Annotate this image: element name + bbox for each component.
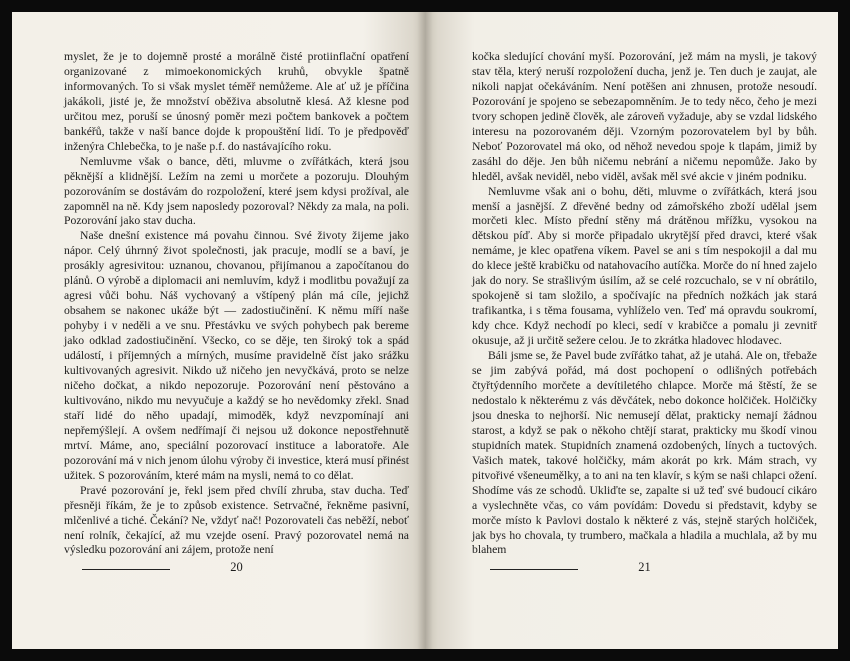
paragraph: Naše dnešní existence má povahu činnou. Své životy žijeme jako nápor. Celý úhrnný život společnosti, jak pracuje, modlí se a baví, je prosákly agresivitou: uznanou, chovanou, přijímanou a započítanou do plánů. O výrobě a diplomacii ani nemluvím, když i modlitbu považují za agresi vůči bohu. Náš vychovaný a vštípený plán má cíle, jejichž obsahem se nakonec ukáže být — zadostiučinění. K němu míří naše pohyby i v neděli a ve snu. Přestávku ve svých pohybech pak bereme jako odklad zadostiučinění. Všecko, co se děje, ten široký tok a spád událostí, i příjemných a mírných, musíme pravidelně číst jako srážku kultivovaných agresivit. Nikdo už ničeho jen nevyčkává, proto se nelze ničeho dočkat, a nikdo nepozoruje. Pozorování není pěstováno a kultivováno, nikdo mu nevyučuje a každý se ho nevědomky zřekl. Snad staří lidé do něho upadají, mimoděk, když nevzpomínají ani nepřemýšlejí. A ovšem nedřímají či nejsou už dokonce nepostřehnutě mrtví. Máme, ano, speciální pozorovací instituce a laboratoře. Ale pozorování má v nich jenom úlohu výroby či investice, která musí přinést užitek. S pozorováním, které mám na mysli, nemá to co dělat.	[64, 229, 409, 482]
paragraph: Nemluvme však o bance, děti, mluvme o zvířátkách, která jsou pěknější a klidnější. Ležím na zemi u morčete a pozoruju. Dlouhým pozorováním se dostávám do rozpoložení, které jsem kdysi prožíval, ale zapomněl na ně. Kdy jsem naposledy pozoroval? Někdy za mala, na poli. Pozorování jako stav ducha.	[64, 154, 409, 228]
left-page-footer	[64, 560, 409, 576]
right-page-footer	[472, 560, 817, 576]
paragraph: Nemluvme však ani o bohu, děti, mluvme o zvířátkách, která jsou menší a jasnější. Z dřevěné bedny od zámořského zboží udělal jsem morčeti klec. Místo přední stěny má drátěnou mřížku, vysokou na dětskou píď. Aby si morče připadalo ukrytější před dravci, které však nemáme, je klec opatřena víkem. Pavel se ani s tím nespokojil a dal mu do klece ještě krabičku od natahovacího autíčka. Morče do ní hned zajelo jak do nory. Se strašlivým úsilím, až se celé rozcuchalo, se v ní obrátilo, spokojeně si tam složilo, a spočívajíc na předních nožkách jak stará trafikantka, i s těma fousama, vyhlíželo ven. Teď má opravdu soukromí, kdy chce. Když nechodí po kleci, sedí v krabičce a pomalu ji zevnitř okusuje, až ji určitě sežere celou. Je to zkrátka hladovec hlodavec.	[472, 184, 817, 348]
page-number: 21	[638, 560, 651, 574]
right-page	[425, 12, 838, 649]
left-page	[12, 12, 425, 649]
paragraph: kočka sledující chování myší. Pozorování, jež mám na mysli, je takový stav těla, který neruší rozpoložení ducha, jenž je. Ten duch je zaujat, ale nikoli napjat očekáváním. Není potěšen ani zhnusen, protože nesoudí. Pozorování je spojeno se sebezapomněním. Je to tedy něco, čeho je mezi tvory schopen jedině člověk, ale zároveň vyžaduje, aby se vzdal lidského interesu na pozorovaném ději. Vzorným pozorovatelem byl by bůh. Neboť Pozorovatel má oko, od něhož nevedou spoje k tlapám, jimiž by zasáhl do děje. Jen bůh ničemu nebrání a ničemu nepomůže. Jako by hleděl, avšak neviděl, nebo viděl, avšak měl své akcie v jiném podniku.	[472, 50, 817, 183]
page-number: 20	[230, 560, 243, 574]
paragraph: myslet, že je to dojemně prosté a morálně čisté protiinflační opatření organizované z mimoekonomických kruhů, obvykle špatně informovaných. To si však myslet téměř nemůžeme. Ale ať už je příčina jakákoli, jisté je, že množství oběživa absolutně klesá. Až klesne pod určitou mez, poruší se únosný poměr mezi počtem bankovek a počtem bankéřů, takže v naší bance dojde k propouštění lidí. To je předpověď inženýra Chlebečka, to je naše p.f. do nastávajícího roku.	[64, 50, 409, 153]
book-gutter	[417, 12, 433, 649]
right-page-text	[472, 50, 817, 558]
left-page-text	[64, 50, 409, 558]
paragraph: Pravé pozorování je, řekl jsem před chvílí zhruba, stav ducha. Teď přesněji říkám, že je to způsob existence. Setrvačné, řekněme pasivní, mlčenlivé a tiché. Čekání? Ne, vždyť nač! Pozorovateli čas neběží, neboť není rolník, čekající, až mu vzejde osení. Pravý pozorovatel nemá na výsledku pozorování ani zájem, protože není	[64, 483, 409, 557]
paragraph: Báli jsme se, že Pavel bude zvířátko tahat, až je utahá. Ale on, třebaže se jim zabývá pořád, má dost pochopení o odlišných potřebách čtyřtýdenního morčete a devítiletého chlapce. Morče má štěstí, že se nedostalo k některému z vás děvčátek, nebo dokonce holčiček. Holčičky jsou dneska to nejhorší. Nic nemusejí dělat, prakticky nemají žádnou starost, a když se pak o někoho chtějí starat, prakticky mu škodí vinou stupidních matek. Stupidních znamená ozdobených, línych a tuctových. Vašich matek, takové holčičky, mám akorát po krk. Mám strach, vy pitvořivé všeneumělky, a to ani na ten klavír, s kým se naši chlapci ožení. Shodíme vás ze schodů. Ukliďte se, zapalte si už teď své budoucí cikáro a vyslechněte včas, co vám povídám: Dovedu si představit, kdyby se morče místo k Pavlovi dostalo k některé z vás, stejně starých holčiček, jak bys ho chovala, ty trumbero, mačkala a hladila a muchlala, až by mu blahem	[472, 349, 817, 557]
book-spread	[12, 12, 838, 649]
